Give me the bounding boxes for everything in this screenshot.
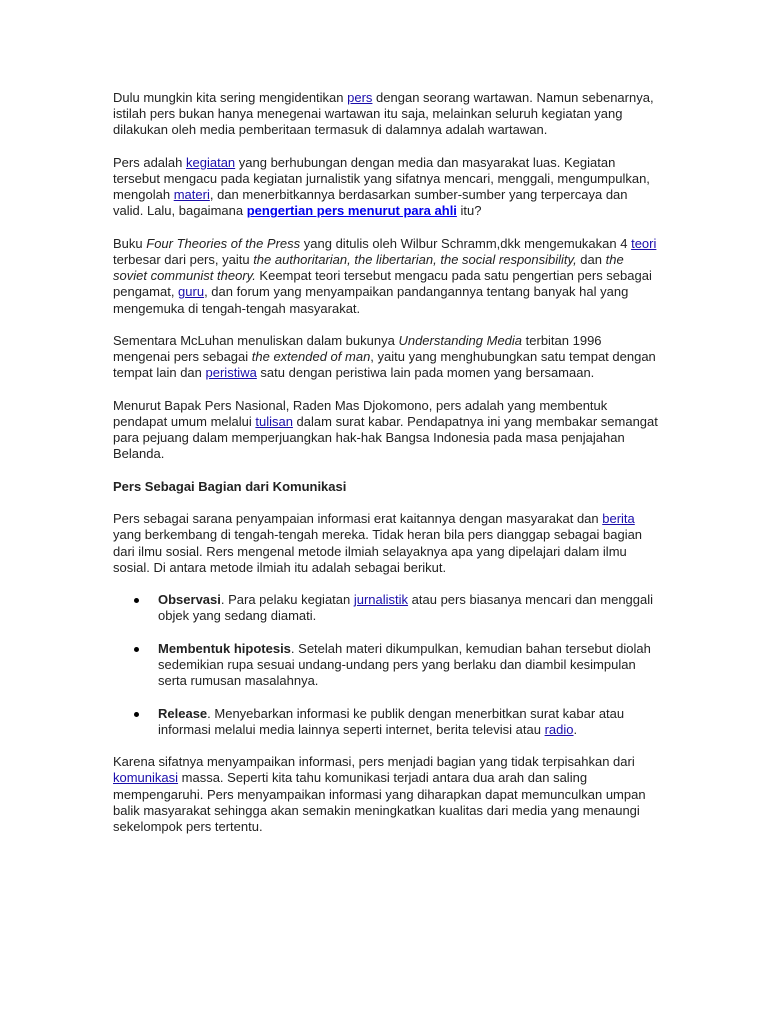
paragraph-5 [113, 398, 658, 463]
paragraph-6 [113, 511, 658, 576]
method-list [113, 592, 658, 738]
list-item [158, 641, 658, 690]
book-title: Four Theories of the Press [146, 235, 301, 251]
link-pers[interactable]: pers [347, 90, 373, 105]
text: itu? [456, 203, 482, 219]
list-term: Release [158, 705, 208, 721]
list-term: Observasi [158, 592, 221, 608]
text: atau pers biasanya mencari dan menggali objek yang sedang diamati. [158, 592, 654, 624]
text: yang berhubungan dengan media dan masyarakat luas. Kegiatan tersebut mengacu pada kegiatan jurnalistik yang sifatnya mencari, menggali, mengumpulkan, mengolah [113, 154, 650, 203]
text: massa. Seperti kita tahu komunikasi terjadi antara dua arah dan saling mempengaruhi. Pers menyampaikan informasi yang diharapkan dapat memunculkan umpan balik masyarakat sehingga akan semakin meningkatkan kualitas dari media yang menaungi sekelompok pers tertentu. [113, 770, 646, 834]
italic-text: the extended of man [251, 349, 371, 365]
bullet-icon [134, 598, 139, 603]
link-pengertian-pers[interactable]: pengertian pers menurut para ahli [246, 203, 457, 219]
paragraph-3 [113, 236, 658, 317]
link-jurnalistik[interactable]: jurnalistik [353, 592, 409, 608]
text: terbitan 1996 mengenai pers sebagai [113, 333, 602, 365]
text: Buku [113, 235, 147, 251]
text: satu dengan peristiwa lain pada momen yang bersamaan. [256, 365, 595, 381]
text: Dulu mungkin kita sering mengidentikan [113, 90, 348, 105]
link-tulisan[interactable]: tulisan [255, 414, 293, 429]
link-berita[interactable]: berita [602, 511, 635, 527]
link-radio[interactable]: radio [544, 721, 574, 737]
text: Sementara McLuhan menuliskan dalam bukunya [113, 333, 399, 348]
paragraph-4 [113, 333, 658, 382]
text: dengan seorang wartawan. Namun sebenarnya, istilah pers bukan hanya menegenai wartawan itu saja, melainkan seluruh kegiatan yang dilakukan oleh media pemberitaan termasuk di dalamnya adalah wartawan. [113, 90, 654, 138]
text: . Setelah materi dikumpulkan, kemudian bahan tersebut diolah sedemikian rupa sesuai undang-undang pers yang berlaku dan diambil kesimpulan serta rumusan masalahnya. [158, 640, 651, 689]
text: , dan forum yang menyampaikan pandangannya tentang banyak hal yang mengemuka di tengah-tengah masyarakat. [113, 284, 629, 316]
article-body [113, 90, 658, 851]
text: Pers adalah [113, 154, 186, 170]
italic-text: the soviet communist theory. [113, 252, 624, 284]
list-item [158, 592, 658, 624]
paragraph-7 [113, 754, 658, 835]
list-term: Membentuk hipotesis [158, 640, 291, 656]
text: . [573, 721, 578, 737]
text: . Menyebarkan informasi ke publik dengan menerbitkan surat kabar atau informasi melalui media lainnya seperti internet, berita televisi atau [158, 705, 625, 737]
link-teori[interactable]: teori [631, 235, 657, 251]
text: Menurut Bapak Pers Nasional, Raden Mas Djokomono, pers adalah yang membentuk pendapat umum melalui [113, 397, 608, 429]
paragraph-1 [113, 90, 658, 139]
link-komunikasi[interactable]: komunikasi [113, 770, 179, 786]
text: Pers sebagai sarana penyampaian informasi erat kaitannya dengan masyarakat dan [113, 511, 603, 527]
bullet-icon [134, 647, 139, 652]
section-heading: Pers Sebagai Bagian dari Komunikasi [113, 478, 347, 494]
link-peristiwa[interactable]: peristiwa [205, 365, 257, 381]
text: Karena sifatnya menyampaikan informasi, pers menjadi bagian yang tidak terpisahkan dari [113, 754, 635, 770]
list-item [158, 706, 658, 738]
link-kegiatan[interactable]: kegiatan [186, 154, 236, 170]
text: Keempat teori tersebut mengacu pada satu pengertian pers sebagai pengamat, [113, 268, 652, 300]
text: , yaitu yang menghubungkan satu tempat dengan tempat lain dan [113, 349, 656, 381]
text: dan [576, 252, 606, 267]
text: terbesar dari pers, yaitu [113, 252, 254, 267]
text: , dan menerbitkannya berdasarkan sumber-sumber yang terpercaya dan valid. Lalu, bagaimana [113, 187, 628, 219]
text: yang ditulis oleh Wilbur Schramm,dkk mengemukakan 4 [300, 235, 632, 251]
book-title: Understanding Media [398, 333, 523, 348]
link-materi[interactable]: materi [173, 187, 210, 203]
text: . Para pelaku kegiatan [220, 592, 354, 608]
link-guru[interactable]: guru [178, 284, 205, 300]
text: dalam surat kabar. Pendapatnya ini yang membakar semangat para pejuang dalam memperjuangkan hak-hak Bangsa Indonesia pada masa penjajahan Belanda. [113, 414, 658, 462]
paragraph-2 [113, 155, 658, 220]
bullet-icon [134, 712, 139, 717]
italic-text: the authoritarian, the libertarian, the social responsibility, [253, 252, 577, 267]
text: yang berkembang di tengah-tengah mereka. Tidak heran bila pers dianggap sebagai bagian dari ilmu sosial. Rers mengenal metode ilmiah selayaknya apa yang dipelajari dalam ilmu sosial. Di antara metode ilmiah itu adalah sebagai berikut. [113, 527, 643, 575]
